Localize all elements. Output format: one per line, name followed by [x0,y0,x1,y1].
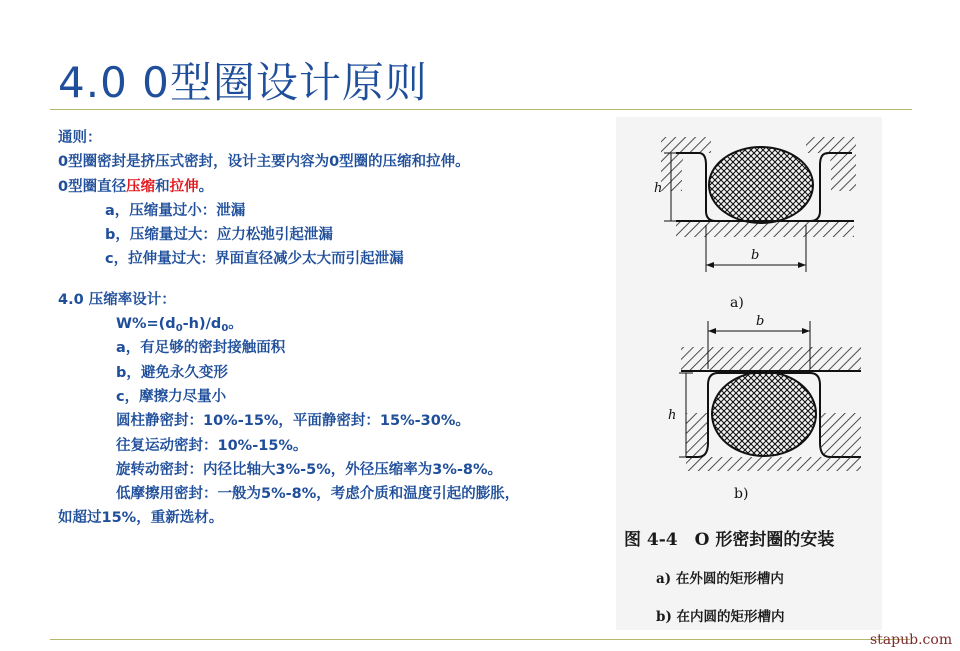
hatch-lower-b [686,457,861,471]
text-line: b，避免永久变形 [116,364,228,381]
highlight-compression: 压缩 [126,178,156,195]
text-line: a，有足够的密封接触面积 [116,340,286,357]
figure-caption-b: b) 在内圆的矩形槽内 [656,609,785,625]
diagram-b [668,314,861,502]
text-line: 0型圈密封是挤压式密封，设计主要内容为0型圈的压缩和拉伸。 [58,154,470,171]
text-line: 圆柱静密封：10%-15%，平面静密封：15%-30%。 [116,413,470,430]
text-line: c，拉伸量过大：界面直径减少太大而引起泄漏 [105,251,404,268]
formula-sub: 0 [175,323,183,335]
dim-label-h-a: h [654,181,663,196]
page-title: 4.0 0型圈设计原则 [58,58,428,107]
footer-divider [50,639,910,640]
text-line: c，摩擦力尽量小 [116,388,227,405]
subfigure-label-a: a) [730,295,744,311]
text-line: b，压缩量过大：应力松弛引起泄漏 [105,227,333,244]
figure-caption-a: a) 在外圆的矩形槽内 [656,571,784,587]
diagram-a [654,137,856,311]
section-heading: 4.0 压缩率设计： [58,291,176,308]
formula-part: -h)/d [182,316,222,333]
subfigure-label-b: b) [734,486,749,502]
oring-installation-figure [616,117,882,630]
text-line: 旋转动密封：内径比轴大3%-5%，外径压缩率为3%-8%。 [116,461,503,478]
formula [58,312,618,336]
formula-sub: 0 [221,323,229,335]
highlight-stretch: 拉伸 [169,178,199,195]
dim-label-b-b: b [756,314,765,329]
oring-section-b [712,372,816,456]
dim-label-b-a: b [751,248,760,263]
formula-part: W%=(d [116,316,176,333]
hatch-upper-left [661,137,711,191]
formula-part: 。 [228,316,243,333]
watermark: stapub.com [870,632,953,648]
text-fragment: 。 [198,178,214,195]
dim-label-h-b: h [668,408,677,423]
oring-section-a [709,147,813,223]
text-line: 如超过15%，重新选材。 [58,510,224,527]
title-divider [50,109,912,110]
body-text [58,126,618,531]
text-line [58,175,618,199]
text-line: a，压缩量过小：泄漏 [105,202,246,219]
figure-caption: 图 4-4 O 形密封圈的安装 [624,530,835,550]
text-line: 通则： [58,130,102,146]
text-fragment: 和 [155,178,170,195]
text-line: 往复运动密封：10%-15%。 [116,437,308,454]
text-fragment: 0型圈直径 [58,178,127,195]
text-line: 低摩擦用密封：一般为5%-8%，考虑介质和温度引起的膨胀， [116,486,520,503]
oring-diagram [616,117,882,630]
